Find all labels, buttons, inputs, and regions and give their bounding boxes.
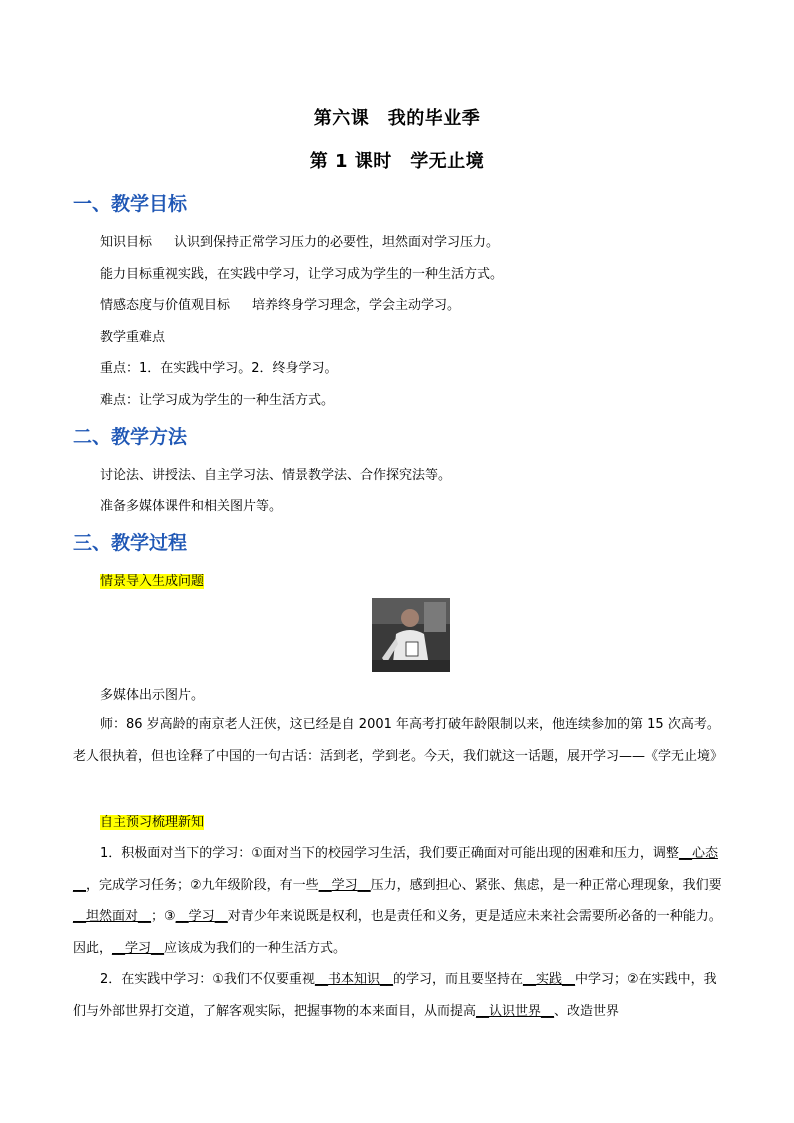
emotion-text: 培养终身学习理念，学会主动学习。 <box>252 298 461 313</box>
section-heading-methods: 二、教学方法 <box>73 426 188 448</box>
blank-know-world: __认识世界__ <box>476 1003 555 1019</box>
blank-study-2: __学习__ <box>175 909 228 924</box>
teacher-intro-text: 师：86 岁高龄的南京老人汪侠，这已经是自 2001 年高考打破年龄限制以来，他连续参加的第 15 次高考。老人很执着，但也诠释了中国的一句古话：活到老，学到老。今天，我们就这一话题，展开学习——《学无止境》 <box>73 717 724 764</box>
p1-text-a: 1．积极面对当下的学习：①面对当下的校园学习生活，我们要正确面对可能出现的困难和压力，调整 <box>100 846 679 861</box>
knowledge-text: 认识到保持正常学习压力的必要性，坦然面对学习压力。 <box>174 235 500 250</box>
paragraph-1 <box>73 838 725 964</box>
lesson-title: 第六课 我的毕业季 <box>313 108 481 129</box>
p2-text-d: 、改造世界 <box>554 1003 620 1019</box>
key-points: 重点：1．在实践中学习。2．终身学习。 <box>100 361 338 376</box>
teacher-intro-paragraph <box>73 709 725 772</box>
section-heading-process: 三、教学过程 <box>73 532 188 554</box>
highlight-scenario-text: 情景导入生成问题 <box>100 574 205 589</box>
knowledge-objective <box>100 231 499 250</box>
p1-text-b: ，完成学习任务；②九年级阶段，有一些 <box>86 877 319 893</box>
p2-text-c: 中学习；②在实践中，我们与外部世界打交道，了解客观实际，把握事物的本来面目，从而提高 <box>73 972 717 1019</box>
blank-face-calmly: __坦然面对__ <box>73 909 152 924</box>
blank-practice: __实践__ <box>522 972 575 987</box>
p2-text-b: 的学习，而且要坚持在 <box>392 972 523 987</box>
p2-text-a: 2．在实践中学习：①我们不仅要重视 <box>100 972 315 987</box>
knowledge-label: 知识目标 <box>100 235 153 250</box>
p1-text-f: 应该成为我们的一种生活方式。 <box>164 940 347 956</box>
highlight-preview-text: 自主预习梳理新知 <box>100 815 205 830</box>
blank-study-1: __学习__ <box>318 877 371 893</box>
prepare-text: 准备多媒体课件和相关图片等。 <box>100 499 283 514</box>
show-picture-text: 多媒体出示图片。 <box>100 688 205 703</box>
blank-mindset: __心态__ <box>73 846 718 893</box>
p1-text-d: ；③ <box>151 909 176 924</box>
highlight-preview <box>100 811 204 830</box>
ability-objective: 能力目标重视实践，在实践中学习，让学习成为学生的一种生活方式。 <box>100 267 504 282</box>
difficult-points: 难点：让学习成为学生的一种生活方式。 <box>100 393 335 408</box>
photo-image <box>372 598 450 672</box>
blank-study-3: __学习__ <box>112 940 165 956</box>
paragraph-2 <box>73 964 725 1027</box>
p1-text-c: 压力，感到担心、紧张、焦虑，是一种正常心理现象，我们要 <box>370 877 722 893</box>
p1-text-e: 对青少年来说既是权利，也是责任和义务，更是适应未来社会需要所必备的一种能力。因此， <box>73 909 722 956</box>
lesson-subtitle: 第 1 课时 学无止境 <box>309 151 485 172</box>
emotion-objective <box>100 294 460 313</box>
highlight-scenario <box>100 570 204 589</box>
emotion-label: 情感态度与价值观目标 <box>100 298 231 313</box>
keypoints-title: 教学重难点 <box>100 330 166 345</box>
blank-book-knowledge: __书本知识__ <box>314 972 393 987</box>
old-man-photo <box>372 598 450 672</box>
methods-text: 讨论法、讲授法、自主学习法、情景教学法、合作探究法等。 <box>100 468 452 483</box>
section-heading-objectives: 一、教学目标 <box>73 193 188 215</box>
